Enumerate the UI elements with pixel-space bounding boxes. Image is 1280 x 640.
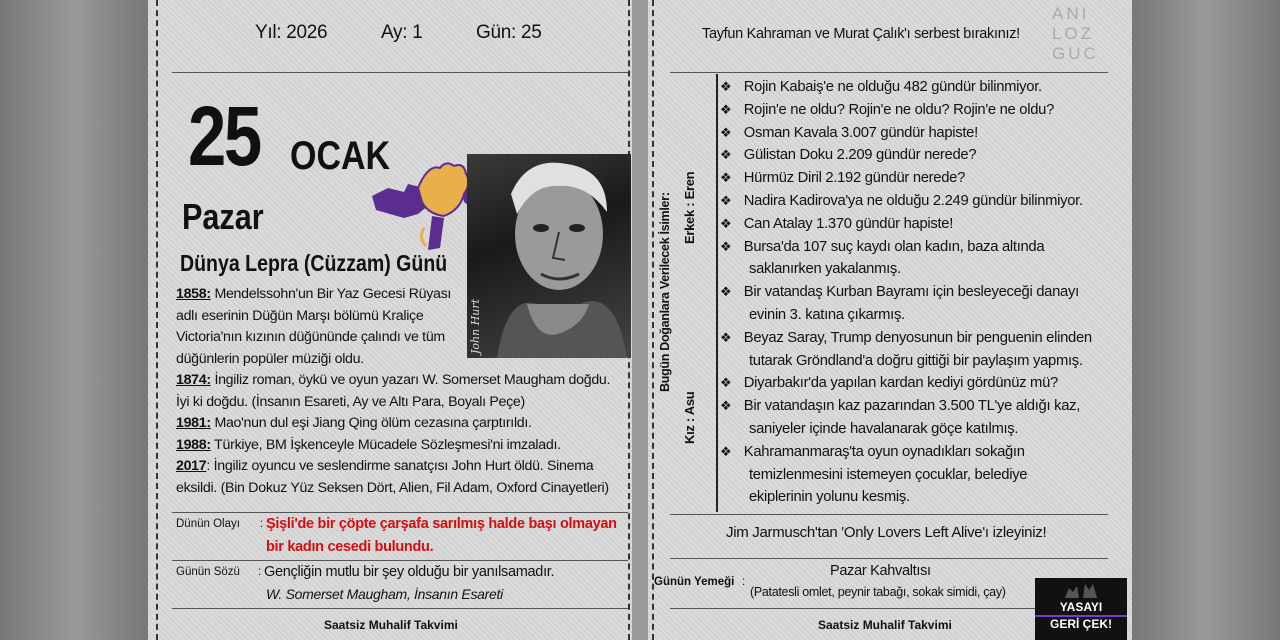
- list-item: ❖ Kahramanmaraş'ta oyun oynadıkları sokağın: [720, 443, 1025, 460]
- event-line: 1988: Türkiye, BM İşkenceyle Mücadele Sözleşmesi'ni imzaladı.: [176, 436, 561, 453]
- list-item: ❖ Bir vatandaş Kurban Bayramı için besleyeceği danayı: [720, 284, 1079, 301]
- month-label: Ay: 1: [381, 22, 423, 43]
- event-line: eksildi. (Bin Dokuz Yüz Seksen Dört, Alien, Fil Adam, Oxford Cinayetleri): [176, 479, 609, 496]
- diamond-bullet-icon: ❖: [720, 398, 732, 414]
- diamond-bullet-icon: ❖: [720, 101, 732, 117]
- events-list: [176, 284, 610, 499]
- background-right: [1132, 0, 1280, 640]
- occasion-title: Dünya Lepra (Cüzzam) Günü: [180, 250, 448, 276]
- event-of-day-label: Dünün Olayı: [176, 518, 240, 530]
- event-of-day-colon: :: [260, 518, 264, 530]
- quote-colon: :: [258, 566, 262, 578]
- list-item: ❖ Rojin'e ne oldu? Rojin'e ne oldu? Rojin'e ne oldu?: [720, 101, 1054, 118]
- list-item: ❖ Nadira Kadirova'ya ne olduğu 2.249 gündür bilinmiyor.: [720, 192, 1083, 209]
- footer-right: Saatsiz Muhalif Takvimi: [818, 618, 952, 632]
- month-name: OCAK: [290, 134, 391, 178]
- perforation-left: [156, 0, 158, 640]
- list-item: ❖ Rojin Kabaiş'e ne olduğu 482 gündür bilinmiyor.: [720, 79, 1042, 95]
- day-number: 25: [188, 89, 260, 183]
- diamond-bullet-icon: ❖: [720, 124, 732, 140]
- male-name: Erkek : Eren: [682, 171, 697, 244]
- left-calendar-page: [148, 0, 632, 640]
- list-item: saniyeler içinde havalanarak göçe katılmış.: [749, 420, 1019, 437]
- diamond-bullet-icon: ❖: [720, 238, 732, 254]
- list-item: ❖ Hürmüz Diril 2.192 gündür nerede?: [720, 170, 966, 187]
- news-divider: [670, 514, 1108, 515]
- list-item: ❖ Bir vatandaşın kaz pazarından 3.500 TL'ye aldığı kaz,: [720, 398, 1081, 415]
- meal-colon: :: [742, 576, 746, 588]
- meal-detail: (Patatesli omlet, peynir tabağı, sokak simidi, çay): [750, 585, 1006, 599]
- quote-author: W. Somerset Maugham, İnsanın Esareti: [266, 586, 503, 602]
- names-divider: [716, 74, 718, 512]
- background-left: [0, 0, 148, 640]
- event-of-day-line-2: bir kadın cesedi bulundu.: [266, 539, 434, 555]
- news-list: [720, 76, 1092, 509]
- diamond-bullet-icon: ❖: [720, 147, 732, 163]
- small-hand-icon: [421, 228, 426, 246]
- header-divider: [172, 72, 628, 73]
- list-item: ❖ Diyarbakır'da yapılan kardan kediyi gördünüz mü?: [720, 375, 1058, 392]
- names-heading: Bugün Doğanlara Verilecek İsimler:: [658, 192, 672, 392]
- list-item: ❖ Osman Kavala 3.007 gündür hapiste!: [720, 124, 978, 141]
- list-item: evinin 3. katına çıkarmış.: [749, 306, 905, 323]
- list-item: ❖ Beyaz Saray, Trump denyosunun bir penguenin elinden: [720, 329, 1092, 346]
- event-line: düğünlerin popüler müziği oldu.: [176, 350, 364, 367]
- list-item: tutarak Gröndland'a doğru gittiği bir paylaşım yapmış.: [749, 352, 1083, 369]
- quote-divider: [172, 608, 628, 609]
- events-divider: [172, 512, 628, 513]
- film-recommendation: Jim Jarmusch'tan 'Only Lovers Left Alive'ı izleyiniz!: [726, 524, 1047, 541]
- event-line: adlı eserinin Düğün Marşı bölümü Kraliçe: [176, 307, 424, 324]
- quote-label: Günün Sözü: [176, 566, 240, 578]
- list-item: ekiplerinin yolunu kesmiş.: [749, 489, 910, 506]
- diamond-bullet-icon: ❖: [720, 284, 732, 300]
- diamond-bullet-icon: ❖: [720, 375, 732, 391]
- list-item: ❖ Can Atalay 1.370 gündür hapiste!: [720, 215, 954, 232]
- anilozguc-logo: ANI LOZ GUC: [1052, 4, 1099, 63]
- recommendation-divider: [670, 558, 1108, 559]
- photo-caption: John Hurt: [469, 298, 482, 354]
- release-banner: Tayfun Kahraman ve Murat Çalık'ı serbest bırakınız!: [702, 26, 1020, 42]
- footer-left: Saatsiz Muhalif Takvimi: [324, 618, 458, 632]
- diamond-bullet-icon: ❖: [720, 170, 732, 186]
- arm-shape: [428, 216, 444, 250]
- diamond-bullet-icon: ❖: [720, 79, 732, 94]
- event-divider: [172, 560, 628, 561]
- diamond-bullet-icon: ❖: [720, 192, 732, 208]
- right-calendar-page: [648, 0, 1132, 640]
- diamond-bullet-icon: ❖: [720, 215, 732, 231]
- header-divider: [670, 72, 1108, 73]
- repeal-law-badge: [1035, 578, 1127, 640]
- event-line: Victoria'nın kızının düğününde çalındı ve tüm: [176, 329, 445, 345]
- list-item: ❖ Bursa'da 107 suç kaydı olan kadın, baza altında: [720, 238, 1045, 255]
- meal-title: Pazar Kahvaltısı: [830, 563, 931, 579]
- list-item: ❖ Gülistan Doku 2.209 gündür nerede?: [720, 147, 977, 164]
- list-item: saklanırken yakalanmış.: [749, 261, 901, 278]
- list-item: temizlenmesini istemeyen çocuklar, belediye: [749, 466, 1028, 483]
- quote-text: Gençliğin mutlu bir şey olduğu bir yanılsamadır.: [264, 564, 555, 580]
- event-line: 2017: İngiliz oyuncu ve seslendirme sanatçısı John Hurt öldü. Sinema: [176, 458, 594, 474]
- cat-dog-icon: [1061, 580, 1101, 600]
- event-line: İyi ki doğdu. (İnsanın Esareti, Ay ve Altı Para, Boyalı Peçe): [176, 393, 525, 410]
- diamond-bullet-icon: ❖: [720, 443, 732, 459]
- event-line: 1981: Mao'nun dul eşi Jiang Qing ölüm cezasına çarptırıldı.: [176, 415, 532, 431]
- day-label: Gün: 25: [476, 22, 542, 43]
- page-gap: [632, 0, 648, 640]
- perforation-left: [652, 0, 654, 640]
- weekday: Pazar: [182, 196, 264, 237]
- event-of-day-line-1: Şişli'de bir çöpte çarşafa sarılmış halde başı olmayan: [266, 516, 617, 532]
- diamond-bullet-icon: ❖: [720, 329, 732, 345]
- female-name: Kız : Asu: [682, 391, 697, 444]
- event-line: 1858: Mendelssohn'un Bir Yaz Gecesi Rüyası: [176, 286, 452, 302]
- year-label: Yıl: 2026: [255, 22, 328, 43]
- badge-line-1: YASAYI: [1059, 600, 1103, 614]
- meal-label: Günün Yemeği: [654, 576, 735, 588]
- event-line: 1874: İngiliz roman, öykü ve oyun yazarı W. Somerset Maugham doğdu.: [176, 372, 611, 388]
- badge-line-2: GERİ ÇEK!: [1035, 615, 1127, 632]
- hand-icon: [418, 163, 469, 216]
